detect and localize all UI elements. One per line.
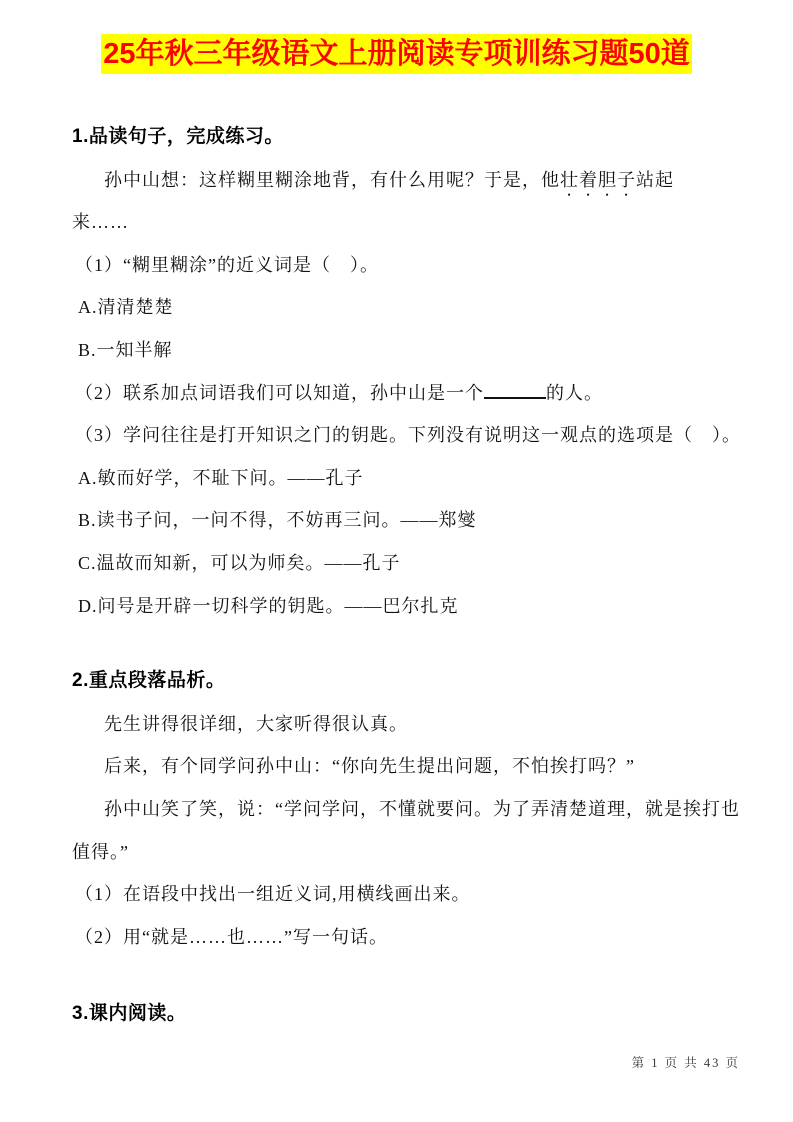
section1-passage-line1 [72,159,721,202]
section2-paragraph2: 后来，有个同学问孙中山：“你向先生提出问题，不怕挨打吗？” [104,756,635,777]
section1-q3-option-c: C.温故而知新，可以为师矣。——孔子 [78,552,401,573]
section1-q3-option-a: A.敏而好学，不耻下问。——孔子 [78,467,364,488]
section1-q1-option-b: B.一知半解 [78,339,173,360]
section2-heading: 2.重点段落品析。 [72,670,226,692]
section1-question2 [72,372,721,415]
section1-heading: 1.品读句子，完成练习。 [72,126,284,147]
fill-in-blank-line [484,381,546,398]
section1-question1: （1）“糊里糊涂”的近义词是（ ）。 [75,254,379,275]
title-row [0,0,793,74]
q2-text-post: 的人。 [546,382,603,403]
page-title: 25年秋三年级语文上册阅读专项训练习题50道 [101,34,692,74]
section2-paragraph3: 孙中山笑了笑，说：“学问学问，不懂就要问。为了弄清楚道理，就是挨打也 [104,798,740,819]
section2-question1: （1）在语段中找出一组近义词,用横线画出来。 [75,884,471,905]
section1-question3: （3）学问往往是打开知识之门的钥匙。下列没有说明这一观点的选项是（ ）。 [75,425,741,446]
section1-q3-option-b: B.读书子问，一问不得，不妨再三问。——郑燮 [78,510,477,531]
section2-paragraph3-continuation: 值得。” [72,841,129,862]
section1-q1-option-a: A.清清楚楚 [78,297,174,318]
section1-q3-option-d: D.问号是开辟一切科学的钥匙。——巴尔扎克 [78,595,459,616]
q2-text-pre: （2）联系加点词语我们可以知道，孙中山是一个 [75,382,484,403]
passage-text-pre: 孙中山想：这样糊里糊涂地背，有什么用呢？于是，他 [104,169,560,190]
page-content [0,116,793,1036]
passage-emphasized-words: 壮着胆子 [560,169,636,190]
page-number-footer: 第 1 页 共 43 页 [631,1056,740,1070]
section2-question2: （2）用“就是……也……”写一句话。 [75,926,388,947]
section2-paragraph1: 先生讲得很详细，大家听得很认真。 [104,713,408,734]
section1-passage-line2: 来…… [72,212,129,233]
section3-heading: 3.课内阅读。 [72,1003,187,1025]
passage-text-post: 站起 [636,169,674,190]
